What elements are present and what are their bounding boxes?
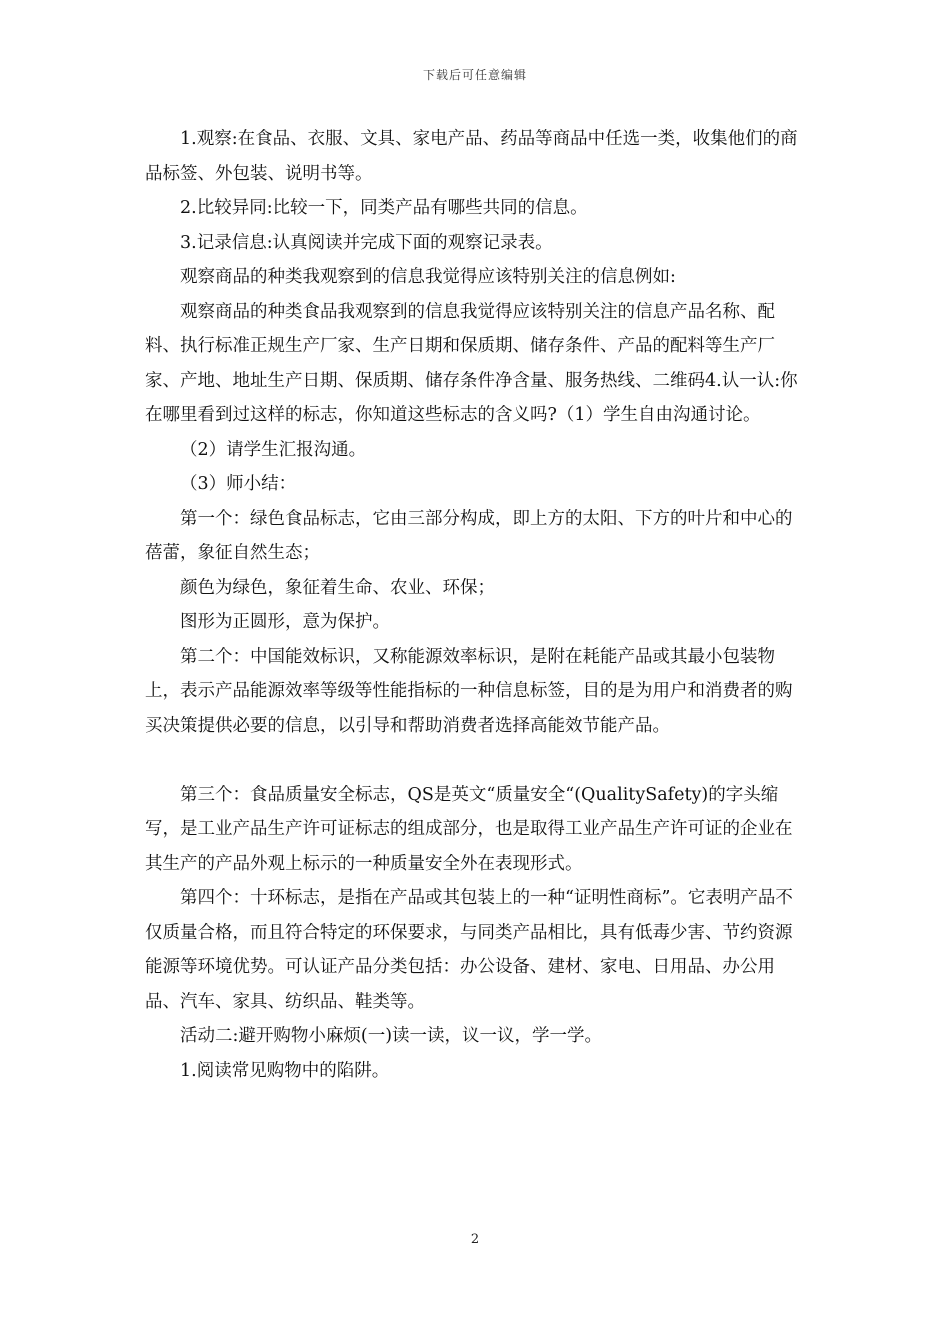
- page-number: 2: [470, 1232, 480, 1247]
- paragraph-qs-logo: 第三个：食品质量安全标志，QS是英文“质量安全“(QualitySafety)的字头缩写，是工业产品生产许可证标志的组成部分，也是取得工业产品生产许可证的企业在其生产的产品外观上标示的一种质量安全外在表现形式。: [145, 784, 793, 874]
- page-header: 下载后可任意编辑: [422, 68, 527, 82]
- paragraph-circle-shape: 图形为正圆形，意为保护。: [180, 612, 390, 632]
- paragraph-compare: 2.比较异同:比较一下，同类产品有哪些共同的信息。: [180, 198, 588, 218]
- paragraph-record: 3.记录信息:认真阅读并完成下面的观察记录表。: [180, 232, 553, 253]
- paragraph-green-color: 颜色为绿色，象征着生命、农业、环保；: [180, 577, 495, 598]
- paragraph-table-content: 观察商品的种类食品我观察到的信息我觉得应该特别关注的信息产品名称、配料、执行标准正规生产厂家、生产日期和保质期、储存条件、产品的配料等生产厂家、产地、地址生产日期、保质期、储存条件净含量、服务热线、二维码4.认一认:你在哪里看到过这样的标志，你知道这些标志的含义吗?（1）学生自由沟通讨论。: [145, 301, 798, 425]
- paragraph-table-header: 观察商品的种类我观察到的信息我觉得应该特别关注的信息例如:: [180, 267, 676, 287]
- paragraph-summary: （3）师小结：: [180, 474, 297, 494]
- paragraph-shopping-traps: 1.阅读常见购物中的陷阱。: [180, 1060, 390, 1081]
- paragraph-energy-label: 第二个：中国能效标识，又称能源效率标识，是附在耗能产品或其最小包装物上，表示产品能源效率等级等性能指标的一种信息标签，目的是为用户和消费者的购买决策提供必要的信息，以引导和帮助消费者选择高能效节能产品。: [145, 646, 793, 736]
- paragraph-ten-ring-logo: 第四个：十环标志，是指在产品或其包装上的一种“证明性商标”。它表明产品不仅质量合格，而且符合特定的环保要求，与同类产品相比，具有低毒少害、节约资源能源等环境优势。可认证产品分类包括：办公设备、建材、家电、日用品、办公用品、汽车、家具、纺织品、鞋类等。: [145, 888, 793, 1012]
- paragraph-green-food-logo: 第一个：绿色食品标志，它由三部分构成，即上方的太阳、下方的叶片和中心的蓓蕾，象征自然生态；: [145, 508, 793, 563]
- paragraph-activity-two: 活动二:避开购物小麻烦(一)读一读，议一议，学一学。: [180, 1026, 603, 1046]
- paragraph-report: （2）请学生汇报沟通。: [180, 439, 367, 460]
- document-body: [145, 122, 809, 1088]
- paragraph-observe: 1.观察:在食品、衣服、文具、家电产品、药品等商品中任选一类，收集他们的商品标签、外包装、说明书等。: [145, 129, 798, 184]
